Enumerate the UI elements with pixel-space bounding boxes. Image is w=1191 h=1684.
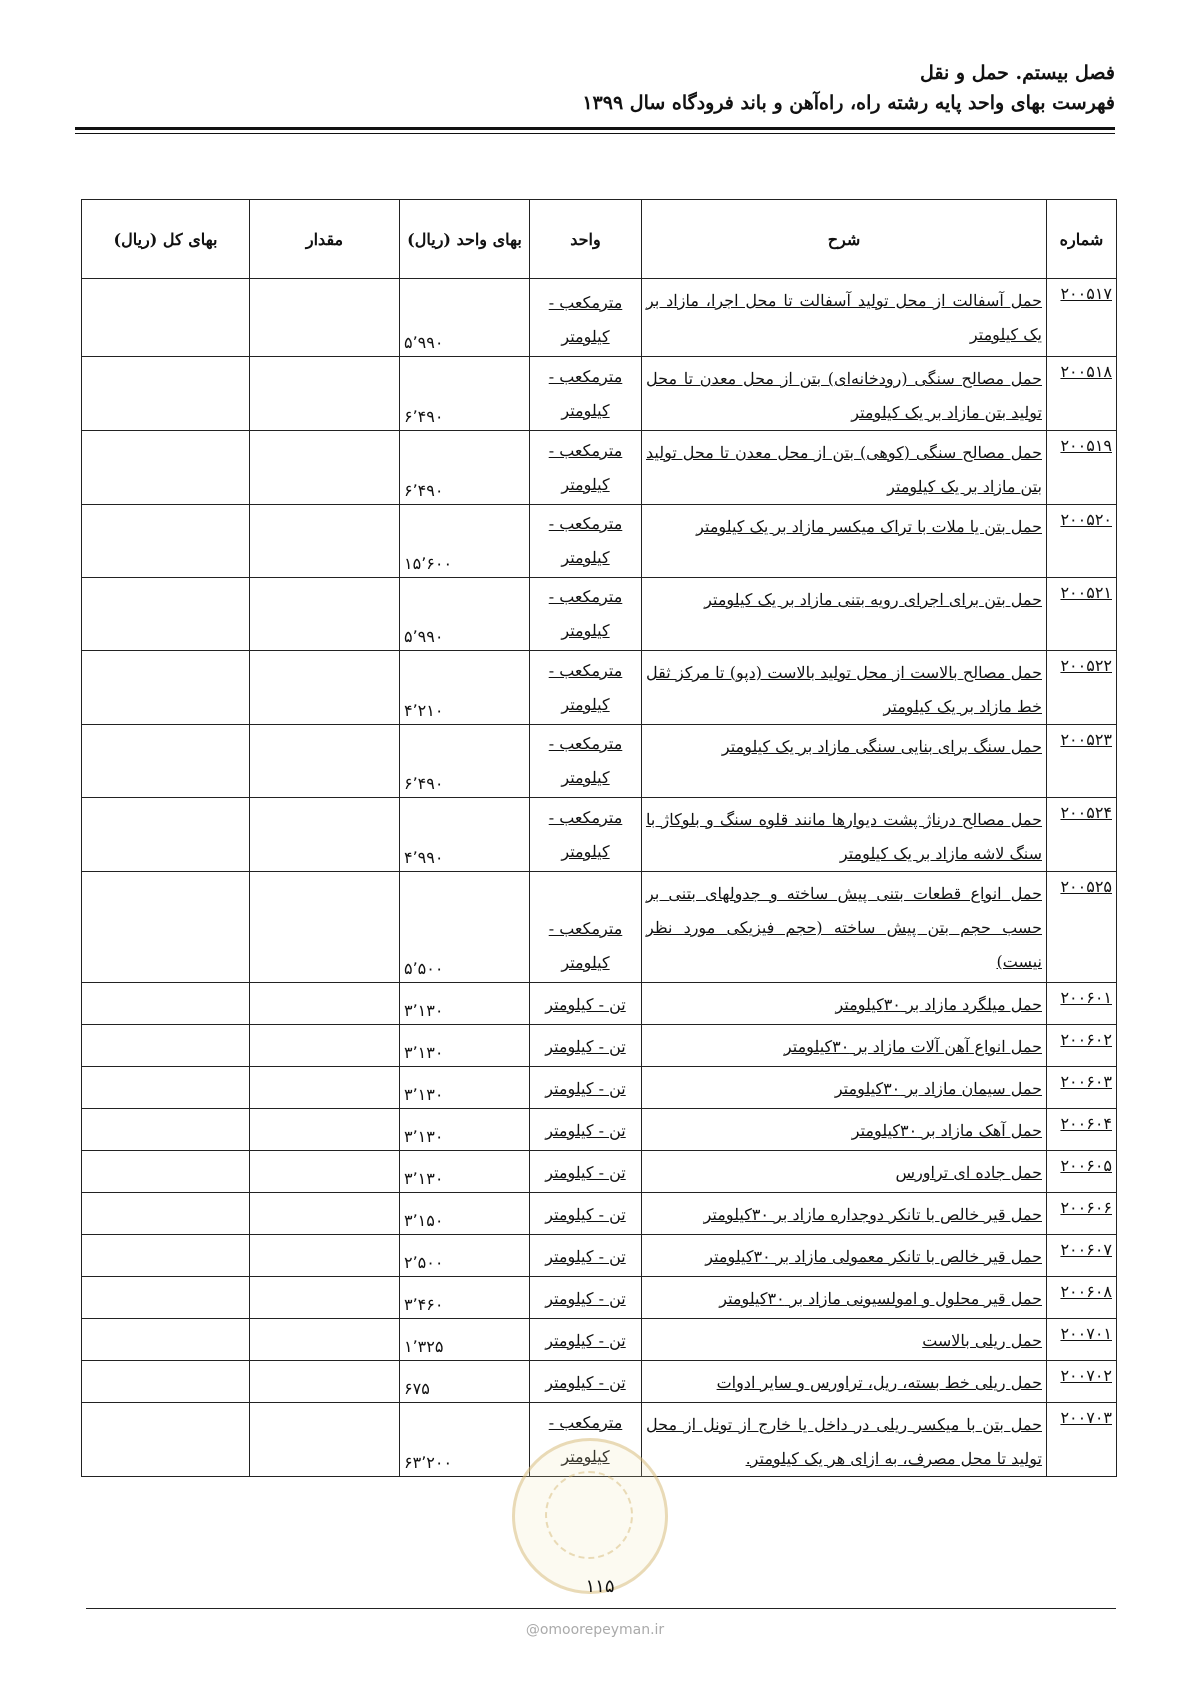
row-unit: تن - کیلومتر [530,1151,642,1193]
row-unit-price: ۶۳٬۲۰۰ [400,1403,530,1477]
header-quantity: مقدار [250,200,400,279]
page-header [75,58,1115,118]
header-number: شماره [1047,200,1117,279]
row-total-price [82,872,250,983]
table-row [82,651,1117,725]
table-row [82,279,1117,357]
watermark-seal [512,1438,668,1594]
row-description: حمل جاده ای تراورس [642,1151,1047,1193]
row-quantity [250,1361,400,1403]
row-description: حمل مصالح سنگی (کوهی) بتن از محل معدن تا محل تولید بتن مازاد بر یک کیلومتر [642,431,1047,505]
row-unit: تن - کیلومتر [530,1109,642,1151]
row-quantity [250,1025,400,1067]
row-number: ۲۰۰۶۰۳ [1047,1067,1117,1109]
table-row [82,431,1117,505]
row-unit-price: ۶۷۵ [400,1361,530,1403]
row-total-price [82,1403,250,1477]
row-number: ۲۰۰۵۲۰ [1047,505,1117,578]
table-row [82,872,1117,983]
row-quantity [250,1109,400,1151]
row-unit: مترمکعب - کیلومتر [530,798,642,872]
row-unit: تن - کیلومتر [530,1361,642,1403]
row-quantity [250,651,400,725]
table-row [82,1193,1117,1235]
row-total-price [82,357,250,431]
row-number: ۲۰۰۵۲۱ [1047,578,1117,651]
row-number: ۲۰۰۵۲۲ [1047,651,1117,725]
price-table [81,199,1117,1477]
row-unit: تن - کیلومتر [530,1277,642,1319]
row-description: حمل مصالح درناژ پشت دیوارها مانند قلوه سنگ و بلوکاژ با سنگ لاشه مازاد بر یک کیلومتر [642,798,1047,872]
row-total-price [82,431,250,505]
row-total-price [82,725,250,798]
row-description: حمل قیر خالص با تانکر دوجداره مازاد بر ۳۰کیلومتر [642,1193,1047,1235]
table-header-row [82,200,1117,279]
table-row [82,1361,1117,1403]
row-quantity [250,1193,400,1235]
row-unit: مترمکعب - کیلومتر [530,1403,642,1477]
row-unit-price: ۴٬۹۹۰ [400,798,530,872]
row-number: ۲۰۰۵۲۳ [1047,725,1117,798]
document-subtitle: فهرست بهای واحد پایه رشته راه، راه‌آهن و باند فرودگاه سال ۱۳۹۹ [582,92,1115,114]
row-description: حمل بتن برای اجرای رویه بتنی مازاد بر یک کیلومتر [642,578,1047,651]
row-number: ۲۰۰۵۱۷ [1047,279,1117,357]
row-unit-price: ۵٬۹۹۰ [400,279,530,357]
header-rule-thick [75,127,1115,130]
header-rule-thin [75,133,1115,134]
row-total-price [82,983,250,1025]
table-row [82,798,1117,872]
row-quantity [250,872,400,983]
row-total-price [82,798,250,872]
row-total-price [82,651,250,725]
chapter-title: فصل بیستم. حمل و نقل [920,62,1115,84]
row-description: حمل قیر خالص با تانکر معمولی مازاد بر ۳۰کیلومتر [642,1235,1047,1277]
header-unit-price: بهای واحد (ریال) [400,200,530,279]
table-row [82,983,1117,1025]
row-total-price [82,505,250,578]
row-unit: مترمکعب - کیلومتر [530,578,642,651]
row-unit: مترمکعب - کیلومتر [530,279,642,357]
row-unit-price: ۶٬۴۹۰ [400,725,530,798]
row-number: ۲۰۰۶۰۲ [1047,1025,1117,1067]
row-quantity [250,798,400,872]
row-unit: تن - کیلومتر [530,1025,642,1067]
row-number: ۲۰۰۷۰۳ [1047,1403,1117,1477]
table-row [82,725,1117,798]
row-unit-price: ۳٬۱۳۰ [400,1109,530,1151]
row-quantity [250,1151,400,1193]
row-total-price [82,1151,250,1193]
row-unit: مترمکعب - کیلومتر [530,431,642,505]
row-quantity [250,357,400,431]
row-total-price [82,1277,250,1319]
row-description: حمل آسفالت از محل تولید آسفالت تا محل اجرا، مازاد بر یک کیلومتر [642,279,1047,357]
row-total-price [82,1361,250,1403]
row-number: ۲۰۰۶۰۱ [1047,983,1117,1025]
row-number: ۲۰۰۶۰۵ [1047,1151,1117,1193]
page-number: ۱۱۵ [585,1576,615,1597]
row-unit-price: ۵٬۹۹۰ [400,578,530,651]
row-quantity [250,1319,400,1361]
row-total-price [82,1109,250,1151]
row-quantity [250,1403,400,1477]
row-quantity [250,279,400,357]
row-unit-price: ۱٬۳۲۵ [400,1319,530,1361]
row-unit: تن - کیلومتر [530,983,642,1025]
row-description: حمل ریلی بالاست [642,1319,1047,1361]
row-description: حمل سیمان مازاد بر ۳۰کیلومتر [642,1067,1047,1109]
header-total-price: بهای کل (ریال) [82,200,250,279]
row-unit-price: ۳٬۱۵۰ [400,1193,530,1235]
row-unit-price: ۳٬۱۳۰ [400,1151,530,1193]
row-unit: مترمکعب - کیلومتر [530,651,642,725]
row-unit-price: ۳٬۱۳۰ [400,1025,530,1067]
row-quantity [250,431,400,505]
header-unit: واحد [530,200,642,279]
header-description: شرح [642,200,1047,279]
row-number: ۲۰۰۶۰۸ [1047,1277,1117,1319]
row-total-price [82,1235,250,1277]
row-unit-price: ۶٬۴۹۰ [400,357,530,431]
row-description: حمل ریلی خط بسته، ریل، تراورس و سایر ادوات [642,1361,1047,1403]
table-row [82,578,1117,651]
table-row [82,357,1117,431]
row-description: حمل قیر محلول و امولسیونی مازاد بر ۳۰کیلومتر [642,1277,1047,1319]
table-row [82,1067,1117,1109]
table-row [82,1025,1117,1067]
row-number: ۲۰۰۶۰۷ [1047,1235,1117,1277]
row-number: ۲۰۰۶۰۶ [1047,1193,1117,1235]
row-quantity [250,1067,400,1109]
row-description: حمل مصالح بالاست از محل تولید بالاست (دپو) تا مرکز ثقل خط مازاد بر یک کیلومتر [642,651,1047,725]
row-number: ۲۰۰۷۰۲ [1047,1361,1117,1403]
row-total-price [82,1067,250,1109]
row-unit: مترمکعب - کیلومتر [530,725,642,798]
row-quantity [250,578,400,651]
row-unit-price: ۲٬۵۰۰ [400,1235,530,1277]
row-description: حمل آهک مازاد بر ۳۰کیلومتر [642,1109,1047,1151]
row-number: ۲۰۰۵۲۴ [1047,798,1117,872]
row-unit-price: ۴٬۲۱۰ [400,651,530,725]
row-description: حمل بتن یا ملات با تراک میکسر مازاد بر یک کیلومتر [642,505,1047,578]
table-row [82,1319,1117,1361]
row-description: حمل مصالح سنگی (رودخانه‌ای) بتن از محل معدن تا محل تولید بتن مازاد بر یک کیلومتر [642,357,1047,431]
footer-rule [86,1608,1116,1609]
site-watermark: @omoorepeyman.ir [525,1622,665,1638]
row-quantity [250,725,400,798]
row-unit-price: ۶٬۴۹۰ [400,431,530,505]
row-description: حمل سنگ برای بنایی سنگی مازاد بر یک کیلومتر [642,725,1047,798]
row-unit: تن - کیلومتر [530,1235,642,1277]
row-number: ۲۰۰۵۱۸ [1047,357,1117,431]
row-total-price [82,1025,250,1067]
row-unit: تن - کیلومتر [530,1193,642,1235]
row-unit: مترمکعب - کیلومتر [530,505,642,578]
row-total-price [82,578,250,651]
row-description: حمل میلگرد مازاد بر ۳۰کیلومتر [642,983,1047,1025]
row-description: حمل بتن با میکسر ریلی در داخل یا خارج از تونل از محل تولید تا محل مصرف، به ازای هر یک کیلومتر. [642,1403,1047,1477]
row-quantity [250,983,400,1025]
table-row [82,1277,1117,1319]
table-row [82,1235,1117,1277]
table-row [82,505,1117,578]
table-row [82,1151,1117,1193]
row-unit-price: ۳٬۱۳۰ [400,1067,530,1109]
row-unit: تن - کیلومتر [530,1319,642,1361]
row-quantity [250,1235,400,1277]
row-unit-price: ۱۵٬۶۰۰ [400,505,530,578]
row-description: حمل انواع قطعات بتنی پیش ساخته و جدولهای بتنی بر حسب حجم بتن پیش ساخته (حجم فیزیکی مورد نظر نیست) [642,872,1047,983]
row-unit-price: ۳٬۴۶۰ [400,1277,530,1319]
row-unit: مترمکعب - کیلومتر [530,872,642,983]
row-unit: تن - کیلومتر [530,1067,642,1109]
row-description: حمل انواع آهن آلات مازاد بر ۳۰کیلومتر [642,1025,1047,1067]
row-number: ۲۰۰۵۲۵ [1047,872,1117,983]
table-row [82,1109,1117,1151]
row-total-price [82,1193,250,1235]
row-number: ۲۰۰۶۰۴ [1047,1109,1117,1151]
row-unit-price: ۵٬۵۰۰ [400,872,530,983]
row-total-price [82,1319,250,1361]
row-number: ۲۰۰۷۰۱ [1047,1319,1117,1361]
row-total-price [82,279,250,357]
row-quantity [250,505,400,578]
row-unit: مترمکعب - کیلومتر [530,357,642,431]
row-number: ۲۰۰۵۱۹ [1047,431,1117,505]
row-quantity [250,1277,400,1319]
row-unit-price: ۳٬۱۳۰ [400,983,530,1025]
